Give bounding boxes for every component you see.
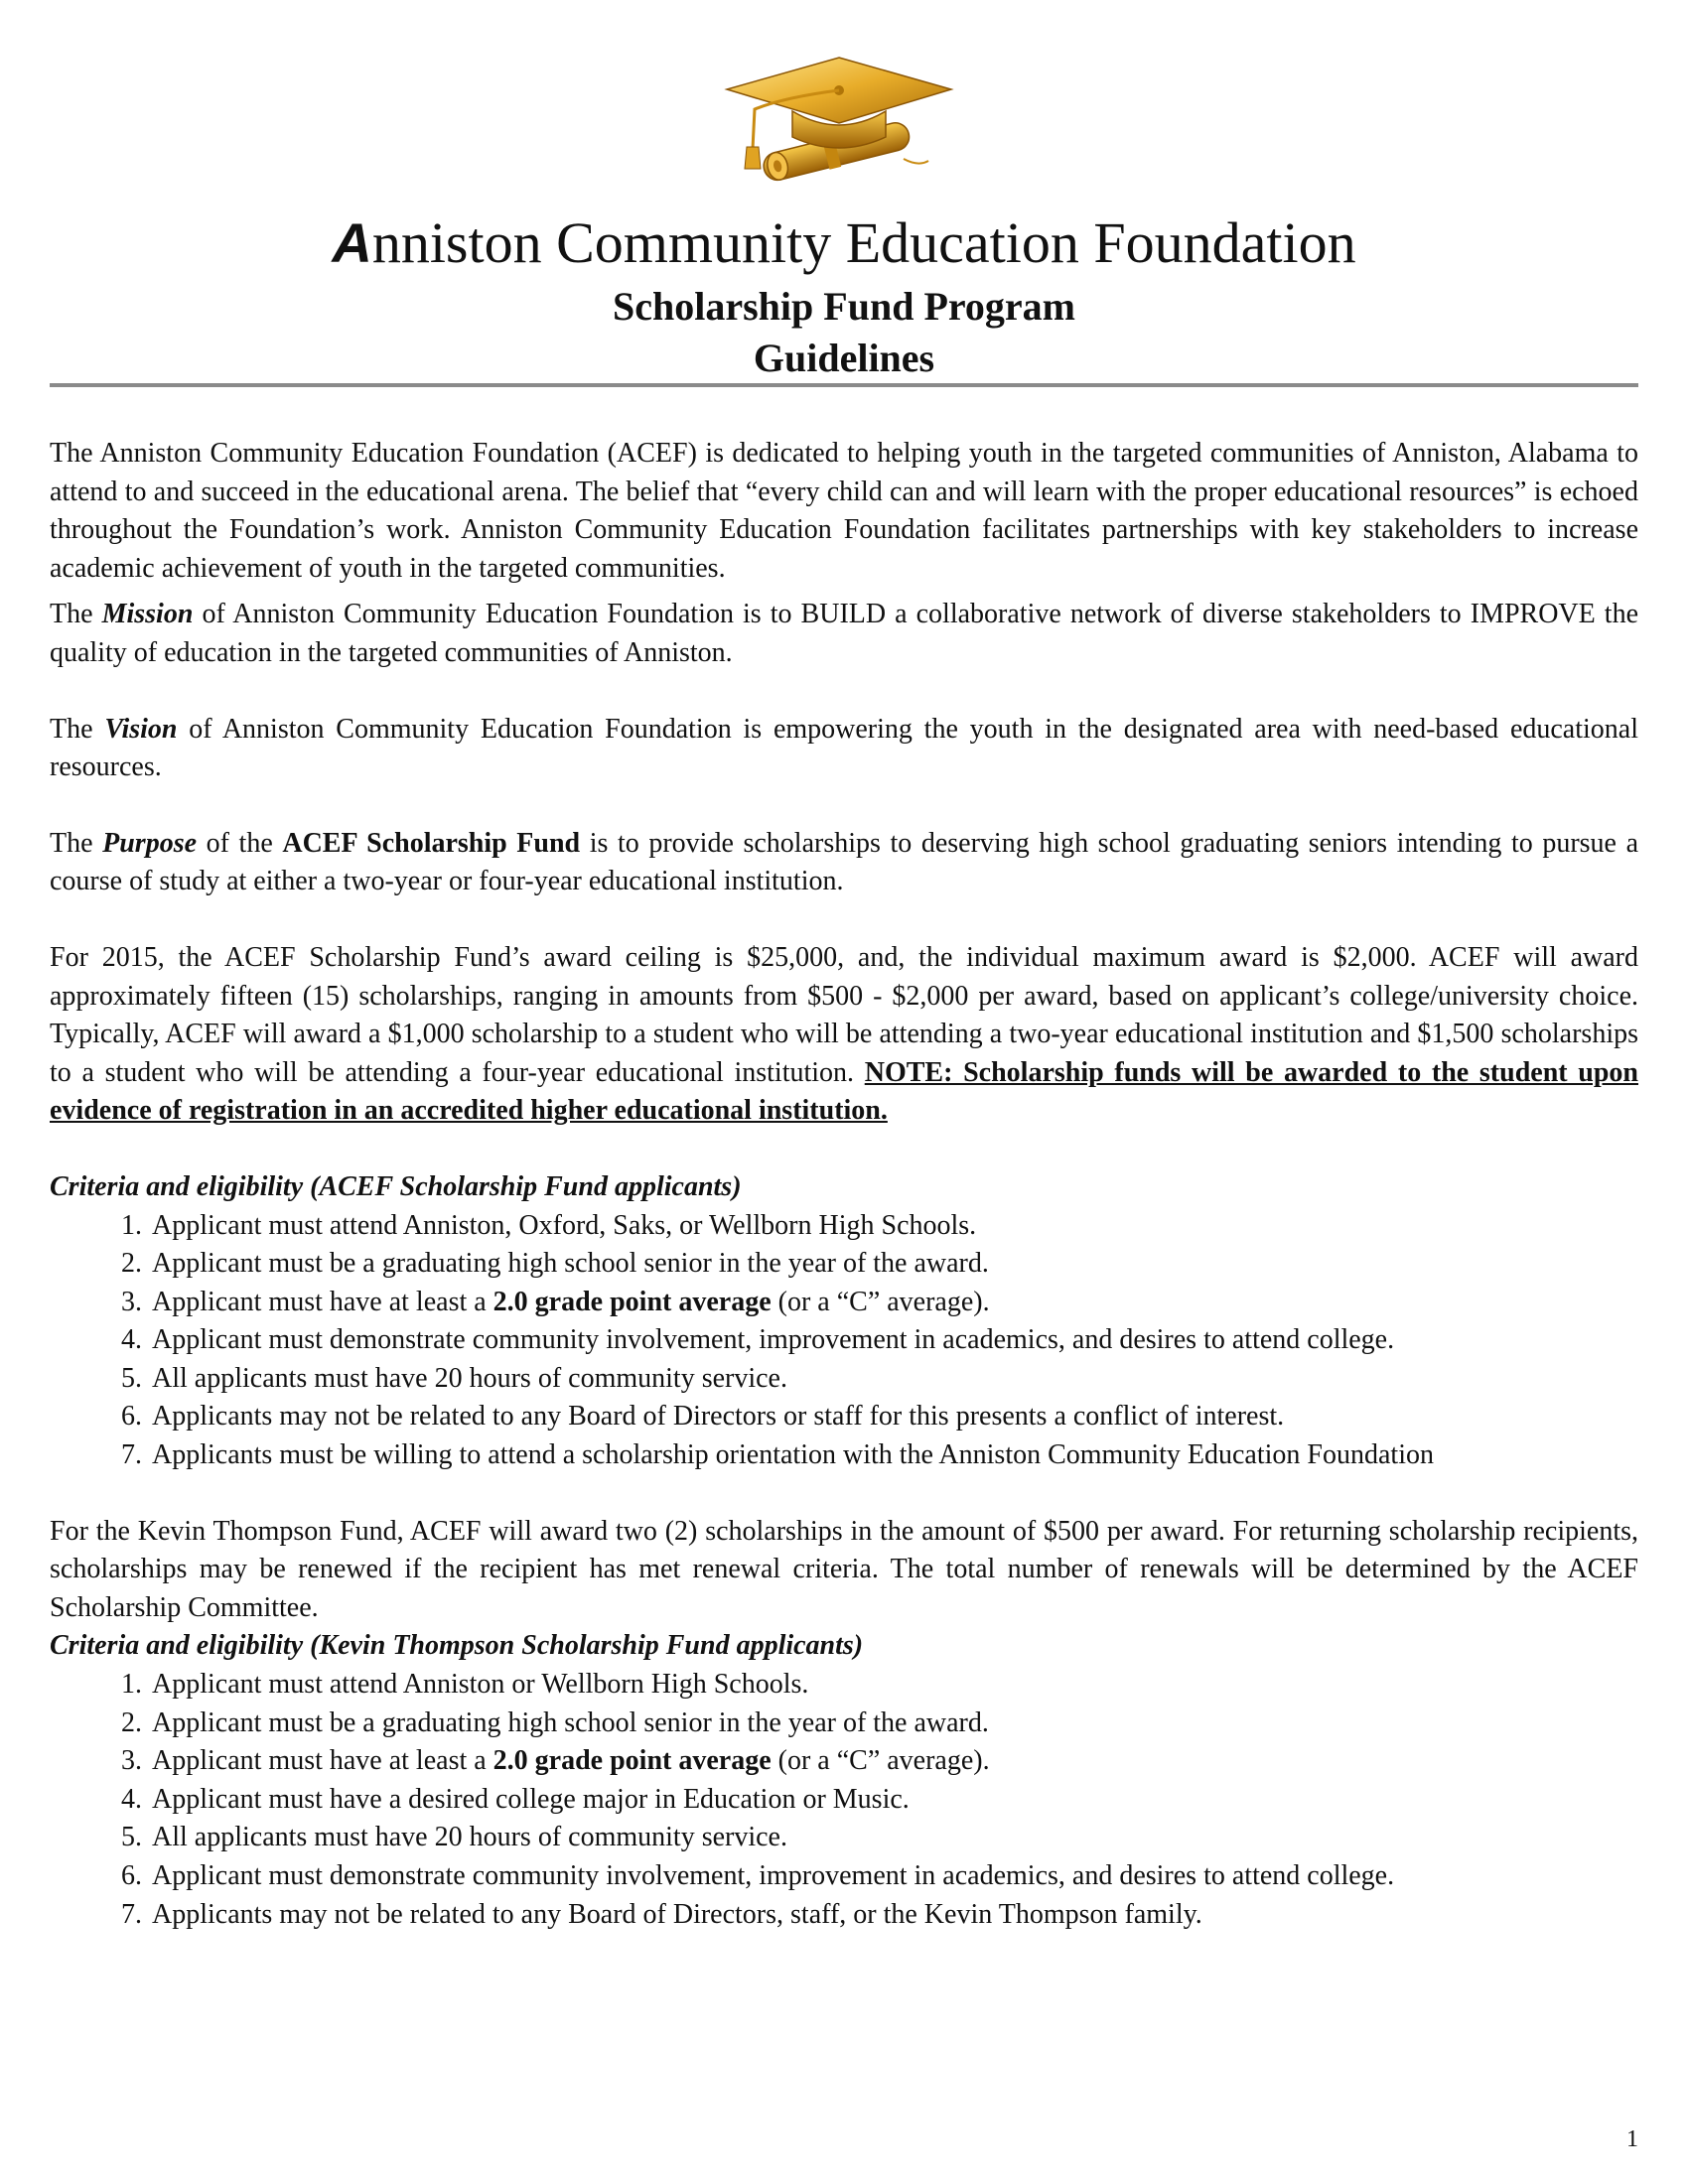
- mission-text: of Anniston Community Education Foundation is to BUILD a collaborative network of diverse stakeholders to IMPROVE the quality of education in the targeted communities of Anniston.: [50, 599, 1638, 668]
- mission-keyword: Mission: [101, 599, 194, 630]
- kevin-fund-paragraph: For the Kevin Thompson Fund, ACEF will award two (2) scholarships in the amount of $500 per award. For returning scholarship recipients, scholarships may be renewed if the recipient has met renewal criteria. The total number of renewals will be determined by the ACEF Scholarship Committee.: [50, 1515, 1638, 1623]
- list-item: 1. Applicant must attend Anniston, Oxford, Saks, or Wellborn High Schools.: [149, 1207, 1638, 1246]
- purpose-mid: of the: [197, 827, 283, 859]
- title-initial: A: [332, 211, 372, 274]
- page-number: 1: [1626, 2126, 1638, 2152]
- awards-text: For 2015, the ACEF Scholarship Fund’s award ceiling is $25,000, and, the individual maximum award is $2,000. ACEF will award approximately fifteen (15) scholarships, ranging in amounts from $500 - $2,000 per award, based on applicant’s college/university choice. Typically, ACEF will award a $1,000 scholarship to a student who will be attending a two-year educational institution and $1,500 scholarships to a student who will be attending a four-year educational institution.: [50, 941, 1638, 1088]
- vision-paragraph: [50, 711, 1638, 787]
- list-item: 1. Applicant must attend Anniston or Wellborn High Schools.: [149, 1666, 1638, 1705]
- list-item: 6. Applicants may not be related to any Board of Directors or staff for this presents a conflict of interest.: [149, 1398, 1638, 1436]
- list-item: 2. Applicant must be a graduating high school senior in the year of the award.: [149, 1705, 1638, 1743]
- list-item: 2. Applicant must be a graduating high school senior in the year of the award.: [149, 1245, 1638, 1284]
- purpose-paragraph: [50, 825, 1638, 901]
- vision-keyword: Vision: [104, 713, 178, 745]
- title-rest: nniston Community Education Foundation: [371, 210, 1356, 275]
- purpose-keyword: Purpose: [102, 827, 198, 859]
- list-item: 7. Applicants may not be related to any Board of Directors, staff, or the Kevin Thompson family.: [149, 1896, 1638, 1935]
- acef-criteria-list: [50, 1207, 1638, 1475]
- document-page: [50, 0, 1638, 2184]
- intro-paragraph: The Anniston Community Education Foundation (ACEF) is dedicated to helping youth in the targeted communities of Anniston, Alabama to attend to and succeed in the educational arena. The belief that “every child can and will learn with the proper educational resources” is echoed throughout the Foundation’s work. Anniston Community Education Foundation facilitates partnerships with key stakeholders to increase academic achievement of youth in the targeted communities.: [50, 438, 1638, 584]
- list-item: 3. Applicant must have at least a 2.0 grade point average (or a “C” average).: [149, 1284, 1638, 1322]
- kevin-criteria-list: [50, 1666, 1638, 1934]
- document-body: [50, 435, 1638, 1934]
- foundation-title: [50, 208, 1638, 278]
- guidelines-subtitle: Guidelines: [753, 336, 935, 380]
- program-subtitle: Scholarship Fund Program: [613, 284, 1075, 329]
- purpose-lead: The: [50, 827, 103, 859]
- purpose-text: is to provide scholarships to deserving high school graduating seniors intending to pursue a course of study at either a two-year or four-year educational institution.: [50, 827, 1638, 897]
- list-item: 6. Applicant must demonstrate community involvement, improvement in academics, and desires to attend college.: [149, 1857, 1638, 1896]
- list-item: 3. Applicant must have at least a 2.0 grade point average (or a “C” average).: [149, 1742, 1638, 1781]
- awards-paragraph: [50, 939, 1638, 1131]
- list-item: 4. Applicant must have a desired college major in Education or Music.: [149, 1781, 1638, 1820]
- vision-lead: The: [50, 713, 105, 745]
- list-item: 5. All applicants must have 20 hours of community service.: [149, 1819, 1638, 1857]
- mission-lead: The: [50, 599, 102, 630]
- vision-text: of Anniston Community Education Foundation is empowering the youth in the designated area with need-based educational resources.: [50, 713, 1638, 783]
- kevin-criteria-heading: Criteria and eligibility (Kevin Thompson Scholarship Fund applicants): [50, 1630, 864, 1662]
- acef-criteria-heading: Criteria and eligibility (ACEF Scholarship Fund applicants): [50, 1170, 742, 1202]
- graduation-cap-diploma-icon: [715, 50, 963, 189]
- header-divider: [50, 383, 1638, 387]
- awards-note: NOTE: Scholarship funds will be awarded to the student upon evidence of registration in an accredited higher educational institution.: [50, 1056, 1638, 1127]
- mission-paragraph: [50, 596, 1638, 672]
- list-item: 5. All applicants must have 20 hours of community service.: [149, 1360, 1638, 1399]
- list-item: 7. Applicants must be willing to attend a scholarship orientation with the Anniston Community Education Foundation: [149, 1436, 1638, 1475]
- purpose-fund-name: ACEF Scholarship Fund: [282, 827, 581, 859]
- list-item: 4. Applicant must demonstrate community involvement, improvement in academics, and desires to attend college.: [149, 1321, 1638, 1360]
